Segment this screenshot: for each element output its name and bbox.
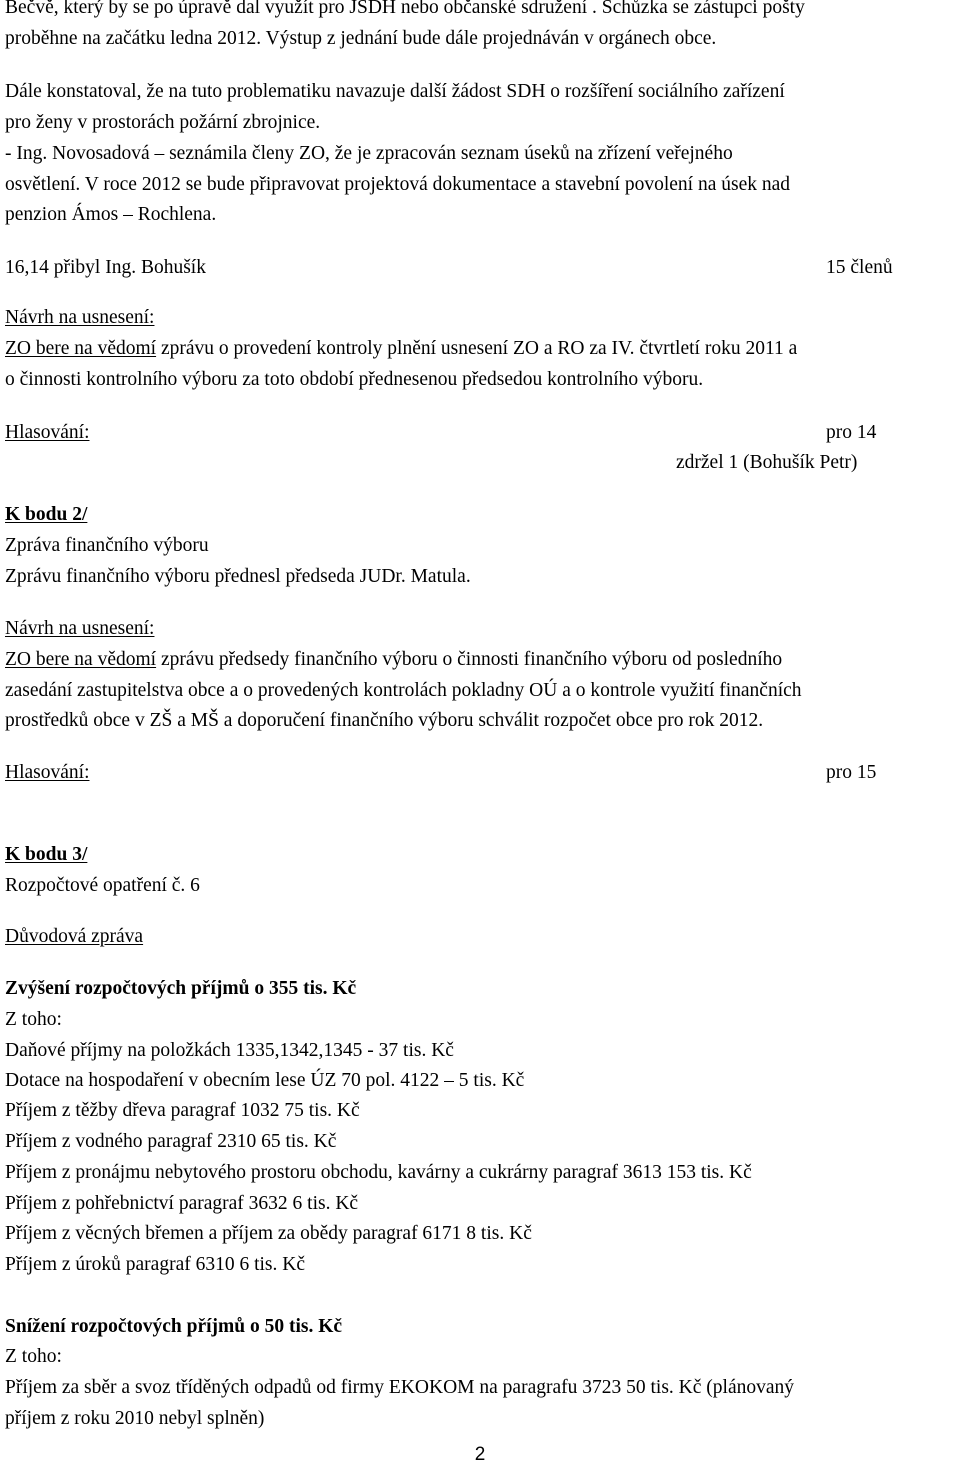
budget-item: Příjem z vodného paragraf 2310 65 tis. Kč xyxy=(5,1131,337,1152)
resolution-lead: ZO bere na vědomí xyxy=(5,338,157,359)
budget-item: Příjem z těžby dřeva paragraf 1032 75 tis. Kč xyxy=(5,1100,360,1121)
resolution-label: Návrh na usnesení: xyxy=(5,307,155,328)
budget-item: Příjem za sběr a svoz tříděných odpadů od firmy EKOKOM na paragrafu 3723 50 tis. Kč (plánovaný xyxy=(5,1377,794,1398)
of-which-label: Z toho: xyxy=(5,1009,62,1030)
vote-abstain: zdržel 1 (Bohušík Petr) xyxy=(676,452,858,473)
item-text: Zprávu finančního výboru přednesl předseda JUDr. Matula. xyxy=(5,566,471,587)
resolution-line: prostředků obce v ZŠ a MŠ a doporučení finančního výboru schválit rozpočet obce pro rok 2012. xyxy=(5,710,764,731)
resolution-line xyxy=(5,337,797,361)
budget-item: Daňové příjmy na položkách 1335,1342,1345 - 37 tis. Kč xyxy=(5,1040,454,1061)
vote-for: pro 15 xyxy=(826,762,877,783)
vote-label: Hlasování: xyxy=(5,422,90,443)
budget-item: Příjem z pronájmu nebytového prostoru obchodu, kavárny a cukrárny paragraf 3613 153 tis. Kč xyxy=(5,1162,752,1183)
paragraph-line: Bečvě, který by se po úpravě dal využít pro JSDH nebo občanské sdružení . Schůzka se zástupci pošty xyxy=(5,0,805,18)
resolution-line xyxy=(5,648,782,672)
paragraph-line: penzion Ámos – Rochlena. xyxy=(5,204,217,225)
resolution-label: Návrh na usnesení: xyxy=(5,618,155,639)
resolution-lead: ZO bere na vědomí xyxy=(5,649,157,670)
budget-item: Dotace na hospodaření v obecním lese ÚZ 70 pol. 4122 – 5 tis. Kč xyxy=(5,1070,525,1091)
resolution-line: o činnosti kontrolního výboru za toto období přednesenou předsedou kontrolního výboru. xyxy=(5,369,704,390)
resolution-text: zprávu předsedy finančního výboru o činnosti finančního výboru od posledního xyxy=(156,649,783,670)
reason-heading: Důvodová zpráva xyxy=(5,926,144,947)
decrease-heading: Snížení rozpočtových příjmů o 50 tis. Kč xyxy=(5,1316,343,1337)
paragraph-line: Dále konstatoval, že na tuto problematiku navazuje další žádost SDH o rozšíření sociálního zařízení xyxy=(5,81,785,102)
members-count: 15 členů xyxy=(826,257,893,278)
item-heading: K bodu 3/ xyxy=(5,844,88,865)
paragraph-line: - Ing. Novosadová – seznámila členy ZO, že je zpracován seznam úseků na zřízení veřejného xyxy=(5,143,733,164)
vote-label: Hlasování: xyxy=(5,762,90,783)
paragraph-line: proběhne na začátku ledna 2012. Výstup z jednání bude dále projednáván v orgánech obce. xyxy=(5,28,717,49)
item-title: Zpráva finančního výboru xyxy=(5,535,209,556)
of-which-label: Z toho: xyxy=(5,1346,62,1367)
vote-for: pro 14 xyxy=(826,422,877,443)
paragraph-line: osvětlení. V roce 2012 se bude připravovat projektová dokumentace a stavební povolení na úsek nad xyxy=(5,174,791,195)
item-heading: K bodu 2/ xyxy=(5,504,88,525)
budget-item: Příjem z úroků paragraf 6310 6 tis. Kč xyxy=(5,1254,306,1275)
budget-item: Příjem z pohřebnictví paragraf 3632 6 tis. Kč xyxy=(5,1193,359,1214)
budget-item: Příjem z věcných břemen a příjem za obědy paragraf 6171 8 tis. Kč xyxy=(5,1223,532,1244)
budget-item: příjem z roku 2010 nebyl splněn) xyxy=(5,1408,265,1429)
arrival-note: 16,14 přibyl Ing. Bohušík xyxy=(5,257,206,278)
item-title: Rozpočtové opatření č. 6 xyxy=(5,875,200,896)
page-number: 2 xyxy=(474,1444,486,1465)
resolution-line: zasedání zastupitelstva obce a o provedených kontrolách pokladny OÚ a o kontrole využití finančních xyxy=(5,680,802,701)
paragraph-line: pro ženy v prostorách požární zbrojnice. xyxy=(5,112,321,133)
increase-heading: Zvýšení rozpočtových příjmů o 355 tis. Kč xyxy=(5,978,357,999)
resolution-text: zprávu o provedení kontroly plnění usnesení ZO a RO za IV. čtvrtletí roku 2011 a xyxy=(156,338,798,359)
